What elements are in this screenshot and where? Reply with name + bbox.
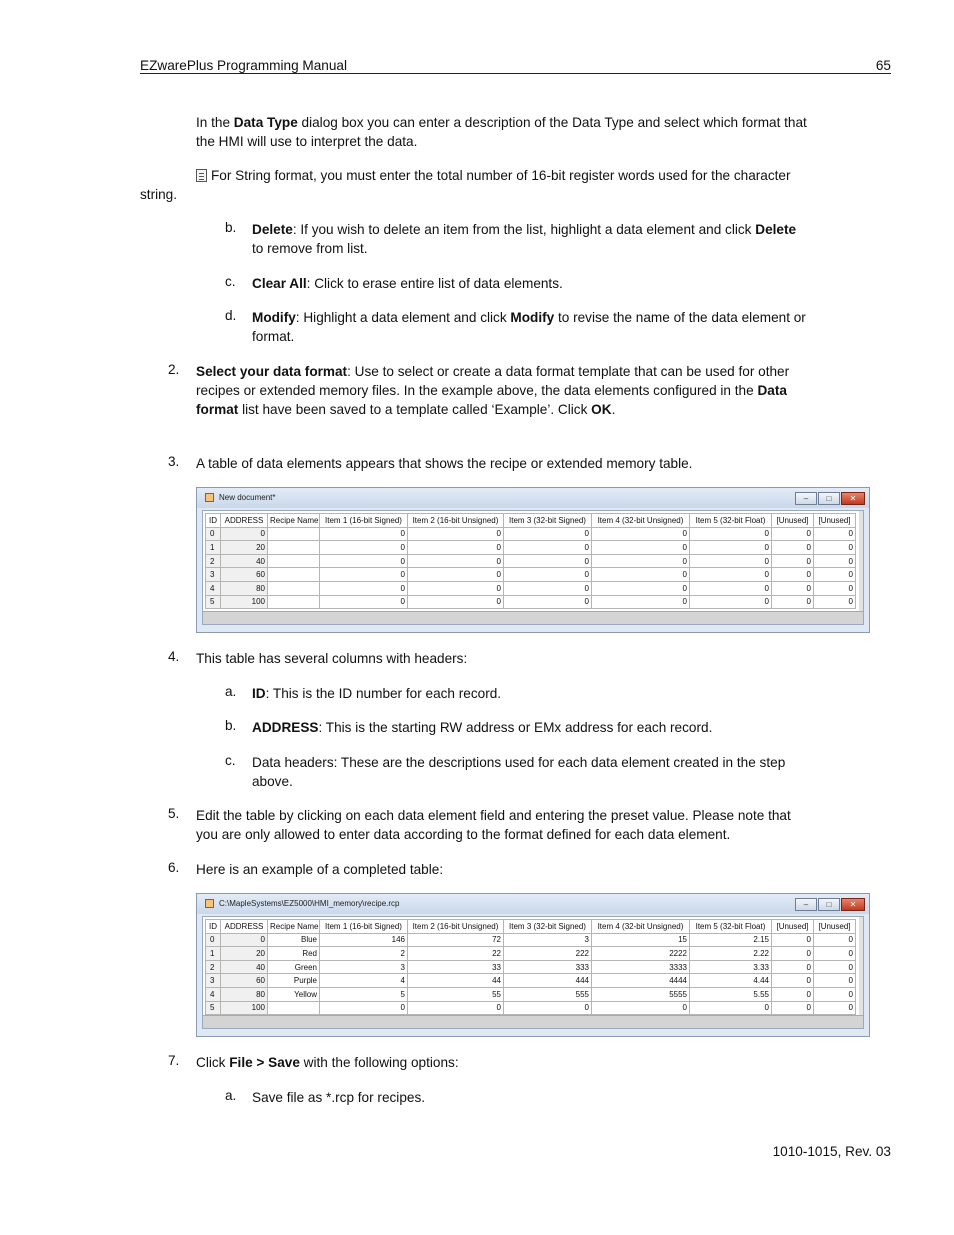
table-row	[206, 581, 856, 595]
column-header[interactable]: ADDRESS	[221, 920, 268, 934]
table-cell[interactable]: 0	[814, 554, 856, 568]
item-bold: Delete	[252, 222, 293, 237]
close-button[interactable]: ✕	[841, 898, 865, 911]
table-cell[interactable]: 0	[504, 1001, 592, 1015]
document-icon	[205, 899, 214, 908]
table-cell[interactable]: 0	[320, 541, 408, 555]
list-letter: a.	[225, 684, 237, 699]
close-button[interactable]: ✕	[841, 492, 865, 505]
row-id-cell: 3	[206, 974, 221, 988]
table-cell[interactable]: 3333	[592, 960, 690, 974]
table-cell[interactable]: Green	[268, 960, 320, 974]
table-cell[interactable]: 0	[814, 974, 856, 988]
table-cell[interactable]: 4	[320, 974, 408, 988]
table-cell[interactable]: 0	[408, 1001, 504, 1015]
table-cell[interactable]: 0	[592, 581, 690, 595]
table-cell[interactable]: 0	[772, 541, 814, 555]
data-grid	[202, 510, 864, 625]
table-cell[interactable]: 222	[504, 947, 592, 961]
window-title: C:\MapleSystems\EZ5000\HMI_memory\recipe.rcp	[219, 899, 400, 908]
table-cell[interactable]: 40	[221, 960, 268, 974]
item-text: : If you wish to delete an item from the list, highlight a data element and click	[292, 222, 756, 237]
table-cell[interactable]: 0	[408, 541, 504, 555]
table-cell[interactable]: 2	[320, 947, 408, 961]
table-cell[interactable]: 0	[690, 1001, 772, 1015]
step-text: Edit the table by clicking on each data element field and entering the preset value. Please note that	[196, 808, 791, 823]
intro-bold: Data Type	[233, 115, 298, 130]
minimize-button[interactable]: –	[795, 898, 817, 911]
item-text: format.	[252, 329, 295, 344]
table-cell[interactable]: 0	[814, 581, 856, 595]
item-text: : This is the starting RW address or EMx address for each record.	[318, 720, 713, 735]
table-cell[interactable]: 4.44	[690, 974, 772, 988]
list-item-address	[252, 718, 712, 737]
maximize-button[interactable]: □	[818, 898, 840, 911]
item-bold: Clear All	[252, 276, 307, 291]
table-cell[interactable]: 0	[772, 581, 814, 595]
table-cell[interactable]: 0	[320, 527, 408, 541]
item-text: : This is the ID number for each record.	[265, 686, 502, 701]
window-title-bar	[197, 488, 869, 508]
column-header[interactable]: Item 4 (32-bit Unsigned)	[592, 514, 690, 528]
step-text: .	[611, 402, 616, 417]
table-cell[interactable]: 0	[772, 554, 814, 568]
list-letter: b.	[225, 718, 237, 733]
table-cell[interactable]: 0	[690, 581, 772, 595]
row-id-cell: 5	[206, 1001, 221, 1015]
list-letter: d.	[225, 308, 237, 323]
step-6-text: Here is an example of a completed table:	[196, 862, 444, 877]
document-id: 1010-1015, Rev. 03	[772, 1144, 891, 1159]
table-cell[interactable]: Purple	[268, 974, 320, 988]
table-cell[interactable]: 0	[221, 527, 268, 541]
column-header[interactable]: Item 1 (16-bit Signed)	[320, 514, 408, 528]
minimize-button[interactable]: –	[795, 492, 817, 505]
step-bold: File > Save	[229, 1055, 300, 1070]
table-cell[interactable]: 0	[772, 933, 814, 947]
step-bold: OK	[591, 402, 612, 417]
table-cell[interactable]: 60	[221, 974, 268, 988]
column-header[interactable]: ID	[206, 514, 221, 528]
column-header[interactable]: ADDRESS	[221, 514, 268, 528]
table-cell[interactable]: 3.33	[690, 960, 772, 974]
table-cell[interactable]: 0	[772, 974, 814, 988]
table-cell[interactable]: Yellow	[268, 987, 320, 1001]
row-id-cell: 2	[206, 960, 221, 974]
header-rule	[140, 73, 891, 74]
column-header[interactable]: Item 2 (16-bit Unsigned)	[408, 920, 504, 934]
note-line-2: string.	[140, 187, 178, 202]
item-text: Data headers: These are the descriptions used for each data element created in the step	[252, 755, 786, 770]
data-table	[205, 513, 856, 609]
column-header[interactable]: Item 2 (16-bit Unsigned)	[408, 514, 504, 528]
table-cell[interactable]: 0	[772, 568, 814, 582]
step-text: Click	[196, 1055, 230, 1070]
column-header[interactable]: [Unused]	[772, 514, 814, 528]
step-7-text	[196, 1053, 459, 1072]
table-cell[interactable]: 44	[408, 974, 504, 988]
table-cell[interactable]: 0	[592, 1001, 690, 1015]
table-cell[interactable]: 0	[690, 541, 772, 555]
table-cell[interactable]: 0	[592, 541, 690, 555]
table-cell[interactable]: 0	[504, 595, 592, 609]
table-cell[interactable]: 146	[320, 933, 408, 947]
window-title: New document*	[219, 493, 276, 502]
item-text: to remove from list.	[252, 241, 368, 256]
note-icon	[196, 169, 207, 182]
table-cell[interactable]: Red	[268, 947, 320, 961]
column-header[interactable]: Item 5 (32-bit Float)	[690, 920, 772, 934]
table-cell[interactable]: 80	[221, 987, 268, 1001]
step-number: 7.	[168, 1053, 180, 1068]
table-row	[206, 554, 856, 568]
table-row	[206, 568, 856, 582]
row-id-cell: 5	[206, 595, 221, 609]
table-cell[interactable]: 20	[221, 947, 268, 961]
list-letter: a.	[225, 1088, 237, 1103]
step-number: 2.	[168, 362, 180, 377]
table-cell[interactable]: 0	[320, 568, 408, 582]
horizontal-scrollbar[interactable]	[203, 611, 863, 624]
table-cell[interactable]: 0	[772, 595, 814, 609]
window-title-bar	[197, 894, 869, 914]
table-row	[206, 947, 856, 961]
list-item-clear-all	[252, 274, 563, 293]
table-cell[interactable]: 0	[772, 947, 814, 961]
column-header[interactable]: Recipe Name	[268, 514, 320, 528]
item-bold: Modify	[252, 310, 296, 325]
list-letter: c.	[225, 753, 236, 768]
table-header-row	[206, 514, 856, 528]
table-cell[interactable]: 0	[408, 527, 504, 541]
table-cell[interactable]: 0	[690, 554, 772, 568]
table-cell[interactable]: 0	[320, 595, 408, 609]
list-item-id	[252, 684, 501, 703]
table-cell[interactable]: 3	[320, 960, 408, 974]
maximize-button[interactable]: □	[818, 492, 840, 505]
list-item-delete	[252, 220, 796, 258]
horizontal-scrollbar[interactable]	[203, 1015, 863, 1028]
step-bold: Data	[757, 383, 787, 398]
table-row	[206, 527, 856, 541]
table-cell[interactable]: 0	[690, 595, 772, 609]
table-cell[interactable]: 444	[504, 974, 592, 988]
running-header-title: EZwarePlus Programming Manual	[140, 58, 348, 73]
item-bold: Modify	[510, 310, 555, 325]
table-cell[interactable]	[268, 595, 320, 609]
table-cell[interactable]: 5.55	[690, 987, 772, 1001]
table-cell[interactable]: 0	[772, 527, 814, 541]
table-cell[interactable]: 0	[814, 987, 856, 1001]
column-header[interactable]: ID	[206, 920, 221, 934]
row-id-cell: 1	[206, 541, 221, 555]
table-cell[interactable]: 0	[592, 568, 690, 582]
row-id-cell: 4	[206, 581, 221, 595]
row-id-cell: 0	[206, 933, 221, 947]
row-id-cell: 0	[206, 527, 221, 541]
step-text: you are only allowed to enter data according to the format defined for each data element.	[196, 827, 731, 842]
data-table	[205, 919, 856, 1015]
table-cell[interactable]: 4444	[592, 974, 690, 988]
table-cell[interactable]: 333	[504, 960, 592, 974]
table-cell[interactable]: 0	[690, 527, 772, 541]
table-cell[interactable]: 2.15	[690, 933, 772, 947]
table-cell[interactable]: 0	[690, 568, 772, 582]
table-cell[interactable]	[268, 541, 320, 555]
step-bold: format	[196, 402, 239, 417]
table-cell[interactable]: 2222	[592, 947, 690, 961]
step-text: : Use to select or create a data format template that can be used for other	[347, 364, 790, 379]
step-5-text	[196, 806, 791, 844]
table-cell[interactable]: 5555	[592, 987, 690, 1001]
table-row	[206, 987, 856, 1001]
table-cell[interactable]: 15	[592, 933, 690, 947]
row-id-cell: 4	[206, 987, 221, 1001]
table-cell[interactable]	[268, 527, 320, 541]
table-cell[interactable]: 0	[814, 541, 856, 555]
step-number: 5.	[168, 806, 180, 821]
note-line-1	[196, 166, 791, 185]
table-cell[interactable]: 0	[504, 527, 592, 541]
table-cell[interactable]: 0	[221, 933, 268, 947]
table-cell[interactable]: 0	[408, 554, 504, 568]
table-row	[206, 541, 856, 555]
item-text: : Click to erase entire list of data elements.	[306, 276, 563, 291]
column-header[interactable]: [Unused]	[814, 514, 856, 528]
item-bold: ID	[252, 686, 266, 701]
column-header[interactable]: Item 4 (32-bit Unsigned)	[592, 920, 690, 934]
table-cell[interactable]: Blue	[268, 933, 320, 947]
step-text: recipes or extended memory files. In the example above, the data elements configured in the	[196, 383, 758, 398]
table-cell[interactable]: 5	[320, 987, 408, 1001]
column-header[interactable]: Item 3 (32-bit Signed)	[504, 920, 592, 934]
step-number: 3.	[168, 454, 180, 469]
table-cell[interactable]: 0	[814, 568, 856, 582]
intro-text: dialog box you can enter a description of the Data Type and select which format that	[297, 115, 807, 130]
table-cell[interactable]: 0	[772, 1001, 814, 1015]
table-cell[interactable]: 0	[592, 554, 690, 568]
table-row	[206, 1001, 856, 1015]
table-cell[interactable]: 0	[772, 987, 814, 1001]
table-cell[interactable]: 0	[814, 595, 856, 609]
table-cell[interactable]: 0	[814, 1001, 856, 1015]
recipe-window-completed	[196, 893, 870, 1037]
table-cell[interactable]: 100	[221, 1001, 268, 1015]
table-cell[interactable]: 555	[504, 987, 592, 1001]
table-row	[206, 595, 856, 609]
row-id-cell: 2	[206, 554, 221, 568]
table-cell[interactable]: 20	[221, 541, 268, 555]
table-cell[interactable]: 0	[408, 581, 504, 595]
row-id-cell: 1	[206, 947, 221, 961]
table-cell[interactable]: 3	[504, 933, 592, 947]
list-item-modify	[252, 308, 806, 346]
table-cell[interactable]	[268, 554, 320, 568]
column-header[interactable]: Recipe Name	[268, 920, 320, 934]
step-number: 6.	[168, 860, 180, 875]
table-cell[interactable]: 0	[320, 554, 408, 568]
table-cell[interactable]: 0	[814, 933, 856, 947]
table-row	[206, 933, 856, 947]
table-cell[interactable]	[268, 1001, 320, 1015]
data-grid	[202, 916, 864, 1029]
table-cell[interactable]: 33	[408, 960, 504, 974]
item-text: : Highlight a data element and click	[295, 310, 511, 325]
table-cell[interactable]: 0	[504, 554, 592, 568]
step-bold: Select your data format	[196, 364, 348, 379]
step-4-text: This table has several columns with headers:	[196, 651, 468, 666]
intro-text: the HMI will use to interpret the data.	[196, 134, 418, 149]
column-header[interactable]: Item 1 (16-bit Signed)	[320, 920, 408, 934]
table-cell[interactable]: 0	[592, 527, 690, 541]
table-cell[interactable]: 0	[814, 947, 856, 961]
vertical-scrollbar[interactable]	[859, 511, 863, 624]
table-cell[interactable]: 55	[408, 987, 504, 1001]
table-cell[interactable]: 0	[320, 1001, 408, 1015]
table-cell[interactable]: 0	[504, 581, 592, 595]
recipe-window-empty	[196, 487, 870, 633]
table-cell[interactable]: 0	[592, 595, 690, 609]
table-cell[interactable]: 0	[504, 541, 592, 555]
list-item-save-rcp: Save file as *.rcp for recipes.	[252, 1090, 426, 1105]
table-cell[interactable]: 72	[408, 933, 504, 947]
list-letter: b.	[225, 220, 237, 235]
table-cell[interactable]: 0	[408, 568, 504, 582]
table-cell[interactable]: 2.22	[690, 947, 772, 961]
intro-paragraph	[196, 113, 866, 151]
list-item-data-headers	[252, 753, 785, 791]
step-3-text: A table of data elements appears that shows the recipe or extended memory table.	[196, 456, 693, 471]
item-text: to revise the name of the data element or	[554, 310, 806, 325]
item-text: above.	[252, 774, 293, 789]
note-text: For String format, you must enter the total number of 16-bit register words used for the character	[211, 168, 791, 183]
table-cell[interactable]: 22	[408, 947, 504, 961]
table-cell[interactable]: 0	[504, 568, 592, 582]
vertical-scrollbar[interactable]	[859, 917, 863, 1028]
table-row	[206, 960, 856, 974]
document-icon	[205, 493, 214, 502]
row-id-cell: 3	[206, 568, 221, 582]
column-header[interactable]: Item 5 (32-bit Float)	[690, 514, 772, 528]
table-cell[interactable]: 40	[221, 554, 268, 568]
intro-text: In the	[196, 115, 234, 130]
table-cell[interactable]: 0	[320, 581, 408, 595]
table-cell[interactable]: 0	[772, 960, 814, 974]
step-text: list have been saved to a template called ‘Example’. Click	[238, 402, 592, 417]
table-cell[interactable]: 0	[814, 527, 856, 541]
table-cell[interactable]: 60	[221, 568, 268, 582]
item-bold: ADDRESS	[252, 720, 319, 735]
column-header[interactable]: [Unused]	[814, 920, 856, 934]
item-bold: Delete	[755, 222, 797, 237]
table-row	[206, 974, 856, 988]
table-cell[interactable]	[268, 568, 320, 582]
step-2-text	[196, 362, 789, 419]
column-header[interactable]: [Unused]	[772, 920, 814, 934]
table-cell[interactable]: 100	[221, 595, 268, 609]
list-letter: c.	[225, 274, 236, 289]
table-cell[interactable]: 0	[814, 960, 856, 974]
column-header[interactable]: Item 3 (32-bit Signed)	[504, 514, 592, 528]
step-number: 4.	[168, 649, 180, 664]
table-header-row	[206, 920, 856, 934]
page-number: 65	[875, 58, 891, 73]
table-cell[interactable]: 0	[408, 595, 504, 609]
table-cell[interactable]	[268, 581, 320, 595]
step-text: with the following options:	[299, 1055, 459, 1070]
table-cell[interactable]: 80	[221, 581, 268, 595]
